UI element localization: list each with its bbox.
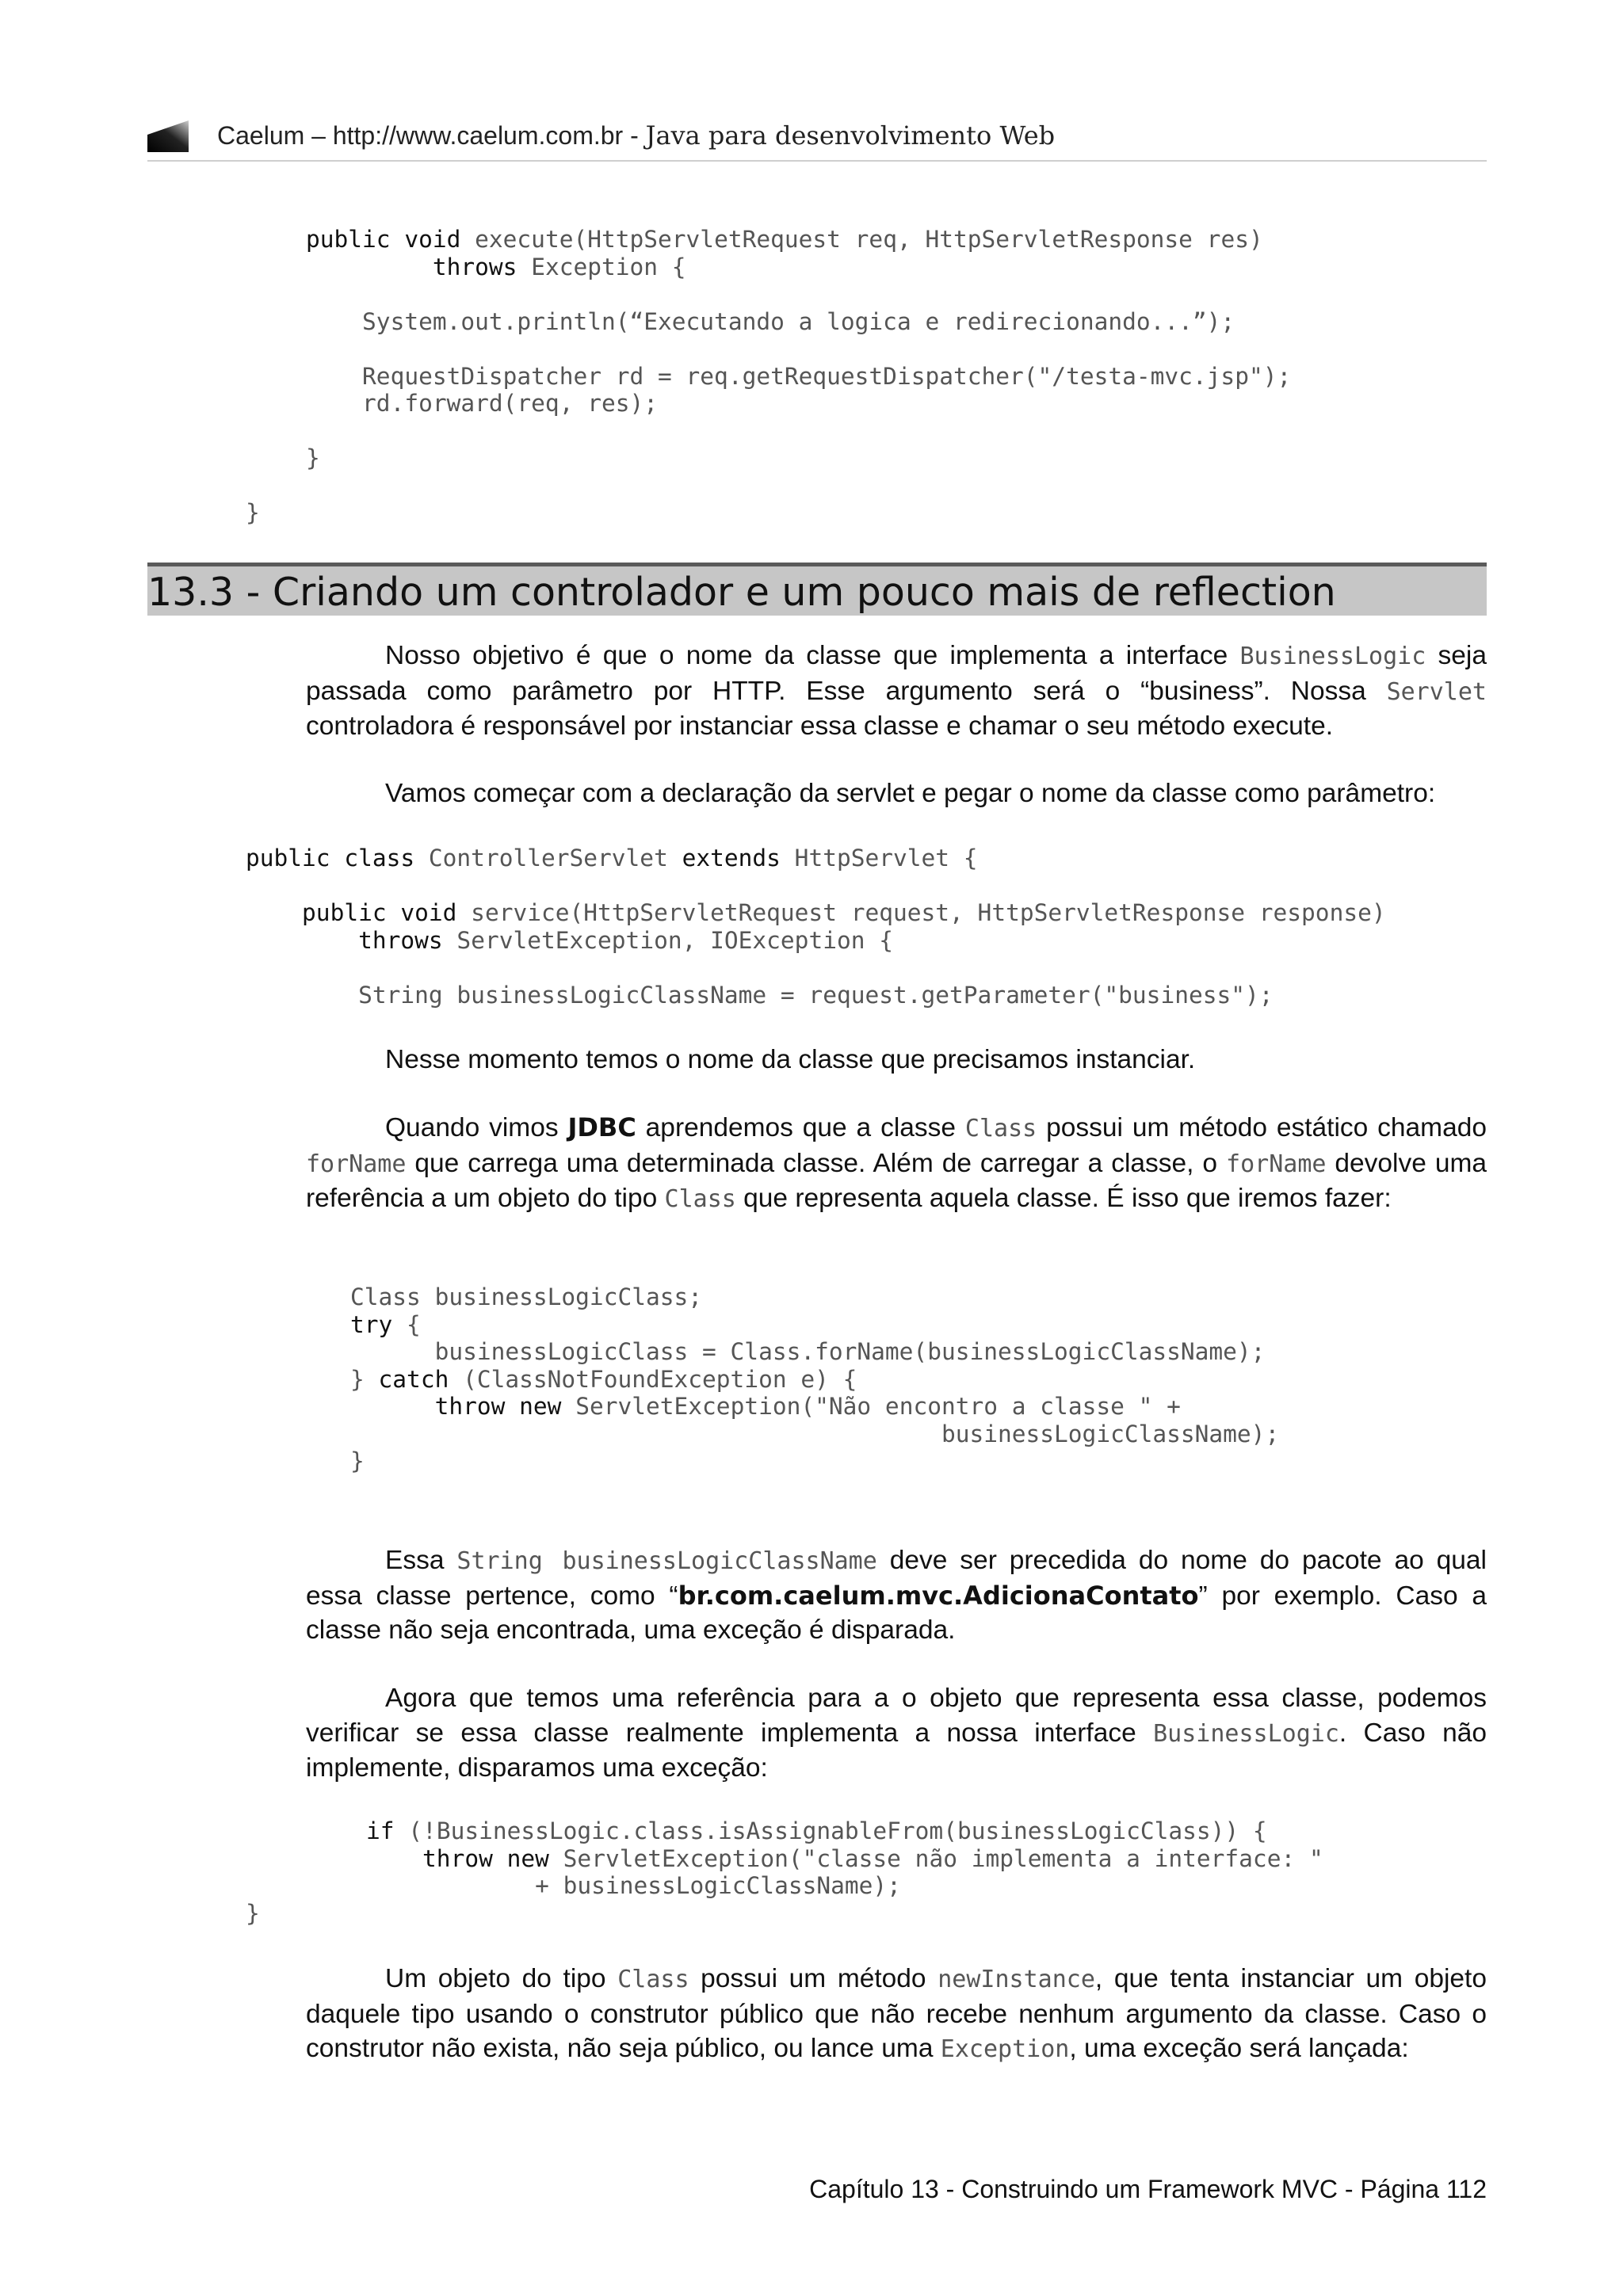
inline-code: Servlet bbox=[1386, 677, 1487, 706]
para-text: controladora é responsável por instanciar essa classe e chamar o seu método execute. bbox=[306, 711, 1334, 741]
inline-code: Class bbox=[664, 1185, 736, 1213]
code-text: ServletException("classe não implementa a interface: " bbox=[548, 1844, 1323, 1872]
code-block-execute bbox=[306, 226, 1291, 472]
para-text: Nosso objetivo é que o nome da classe que implementa a interface bbox=[385, 641, 1240, 670]
code-text: ControllerServlet bbox=[414, 845, 682, 871]
paragraph-objective bbox=[306, 639, 1487, 744]
code-keyword: try bbox=[350, 1310, 393, 1338]
code-text: businessLogicClass = Class.forName(businessLogicClassName); bbox=[434, 1338, 1266, 1365]
paragraph-jdbc bbox=[306, 1111, 1487, 1217]
para-text: , uma exceção será lançada: bbox=[1069, 2034, 1409, 2063]
code-text: System.out.println(“Executando a logica e redirecionando...”); bbox=[362, 307, 1235, 335]
inline-code: BusinessLogic bbox=[1239, 643, 1426, 670]
code-text: rd.forward(req, res); bbox=[362, 390, 659, 417]
inline-code: forName bbox=[306, 1150, 407, 1178]
code-keyword: public class bbox=[246, 845, 415, 871]
para-text: Um objeto do tipo bbox=[385, 1964, 618, 1993]
code-text: execute(HttpServletRequest req, HttpServletResponse res) bbox=[460, 226, 1263, 253]
code-text: (!BusinessLogic.class.isAssignableFrom(businessLogicClass)) { bbox=[394, 1817, 1267, 1844]
code-keyword: throws bbox=[358, 926, 443, 954]
paragraph-declaration bbox=[306, 776, 1487, 811]
para-text: Quando vimos bbox=[385, 1113, 568, 1142]
code-text: (ClassNotFoundException e) { bbox=[449, 1365, 857, 1393]
code-text: HttpServlet { bbox=[780, 845, 978, 871]
code-text: } bbox=[350, 1447, 365, 1474]
code-block-assignable bbox=[366, 1817, 1323, 1900]
code-text: ServletException, IOException { bbox=[442, 926, 894, 954]
para-text: Nesse momento temos o nome da classe que precisamos instanciar. bbox=[385, 1045, 1196, 1074]
section-title: 13.3 - Criando um controlador e um pouco mais de reflection bbox=[147, 570, 1336, 615]
para-text: devolve uma referência a um objeto do tipo bbox=[306, 1148, 1487, 1213]
code-closing-brace bbox=[246, 499, 260, 527]
code-keyword: throws bbox=[432, 253, 517, 280]
inline-code: forName bbox=[1226, 1150, 1327, 1178]
paragraph-newinstance bbox=[306, 1962, 1487, 2067]
section-heading bbox=[147, 563, 1487, 616]
para-text: possui um método estático chamado bbox=[1037, 1113, 1487, 1142]
code-keyword: if bbox=[366, 1817, 395, 1844]
code-keyword: public void bbox=[302, 899, 457, 926]
code-text: businessLogicClassName); bbox=[941, 1420, 1280, 1447]
para-text: que carrega uma determinada classe. Além de carregar a classe, o bbox=[406, 1148, 1227, 1178]
code-text: } bbox=[350, 1365, 379, 1393]
header-sans-text: Caelum – http://www.caelum.com.br - bbox=[217, 121, 646, 150]
inline-code: newInstance bbox=[938, 1966, 1095, 1993]
para-text: Vamos começar com a declaração da servlet e pegar o nome da classe como parâmetro: bbox=[385, 779, 1436, 808]
para-text: seja passada como parâmetro por HTTP. Esse argumento será o “business”. Nossa bbox=[306, 641, 1487, 706]
bold-text: JDBC bbox=[567, 1112, 636, 1142]
paragraph-interface-check bbox=[306, 1681, 1487, 1786]
para-text: aprendemos que a classe bbox=[636, 1113, 965, 1142]
header-serif-text: Java para desenvolvimento Web bbox=[645, 120, 1056, 151]
code-text: } bbox=[306, 444, 320, 471]
code-keyword: public void bbox=[306, 226, 461, 253]
code-closing-brace bbox=[246, 1900, 260, 1928]
page-header bbox=[147, 116, 1487, 162]
code-text: } bbox=[246, 499, 260, 526]
caelum-logo-icon bbox=[147, 120, 189, 152]
code-keyword: catch bbox=[378, 1365, 449, 1393]
code-text: } bbox=[246, 1900, 260, 1927]
inline-code: String businessLogicClassName bbox=[456, 1547, 877, 1575]
code-block-forname bbox=[350, 1283, 1279, 1475]
para-text: possui um método bbox=[689, 1964, 938, 1993]
inline-code: Class bbox=[964, 1115, 1037, 1142]
code-text: Class businessLogicClass; bbox=[350, 1283, 703, 1310]
para-text: Agora que temos uma referência para a o objeto que representa essa classe, podemos verificar se essa classe realmente implementa a nossa interface bbox=[306, 1684, 1487, 1748]
inline-code: BusinessLogic bbox=[1153, 1719, 1339, 1748]
code-text: service(HttpServletRequest request, HttpServletResponse response) bbox=[456, 899, 1386, 926]
code-keyword: throw new bbox=[422, 1844, 549, 1872]
inline-code: Class bbox=[617, 1966, 689, 1993]
paragraph-package bbox=[306, 1543, 1487, 1648]
para-text: , que tenta instanciar um objeto daquele tipo usando o construtor público que não recebe nenhum argumento da classe. Caso o construtor não exista, não seja público, ou lance uma bbox=[306, 1964, 1487, 2063]
code-text: String businessLogicClassName = request.getParameter("business"); bbox=[358, 981, 1274, 1009]
para-text: ” por exemplo. Caso a classe não seja encontrada, uma exceção é disparada. bbox=[306, 1581, 1487, 1645]
bold-text: br.com.caelum.mvc.AdicionaContato bbox=[678, 1580, 1199, 1611]
code-text: { bbox=[392, 1310, 421, 1338]
para-text: que representa aquela classe. É isso que iremos fazer: bbox=[735, 1184, 1392, 1213]
paragraph-class-name bbox=[306, 1043, 1487, 1077]
page-footer: Capítulo 13 - Construindo um Framework MVC - Página 112 bbox=[809, 2175, 1487, 2203]
inline-code: Exception bbox=[940, 2035, 1070, 2063]
code-block-controller bbox=[246, 845, 1386, 1009]
code-keyword: extends bbox=[682, 845, 781, 871]
code-text: Exception { bbox=[517, 253, 686, 280]
code-keyword: throw new bbox=[434, 1393, 562, 1420]
code-text: ServletException("Não encontro a classe " + bbox=[561, 1393, 1181, 1420]
header-text bbox=[217, 120, 1055, 151]
code-text: + businessLogicClassName); bbox=[535, 1872, 901, 1899]
code-text: RequestDispatcher rd = req.getRequestDispatcher("/testa-mvc.jsp"); bbox=[362, 362, 1292, 390]
para-text: deve ser precedida do nome do pacote ao qual essa classe pertence, como “ bbox=[306, 1546, 1487, 1611]
para-text: . Caso não implemente, disparamos uma exceção: bbox=[306, 1718, 1487, 1783]
para-text: Essa bbox=[385, 1546, 457, 1575]
